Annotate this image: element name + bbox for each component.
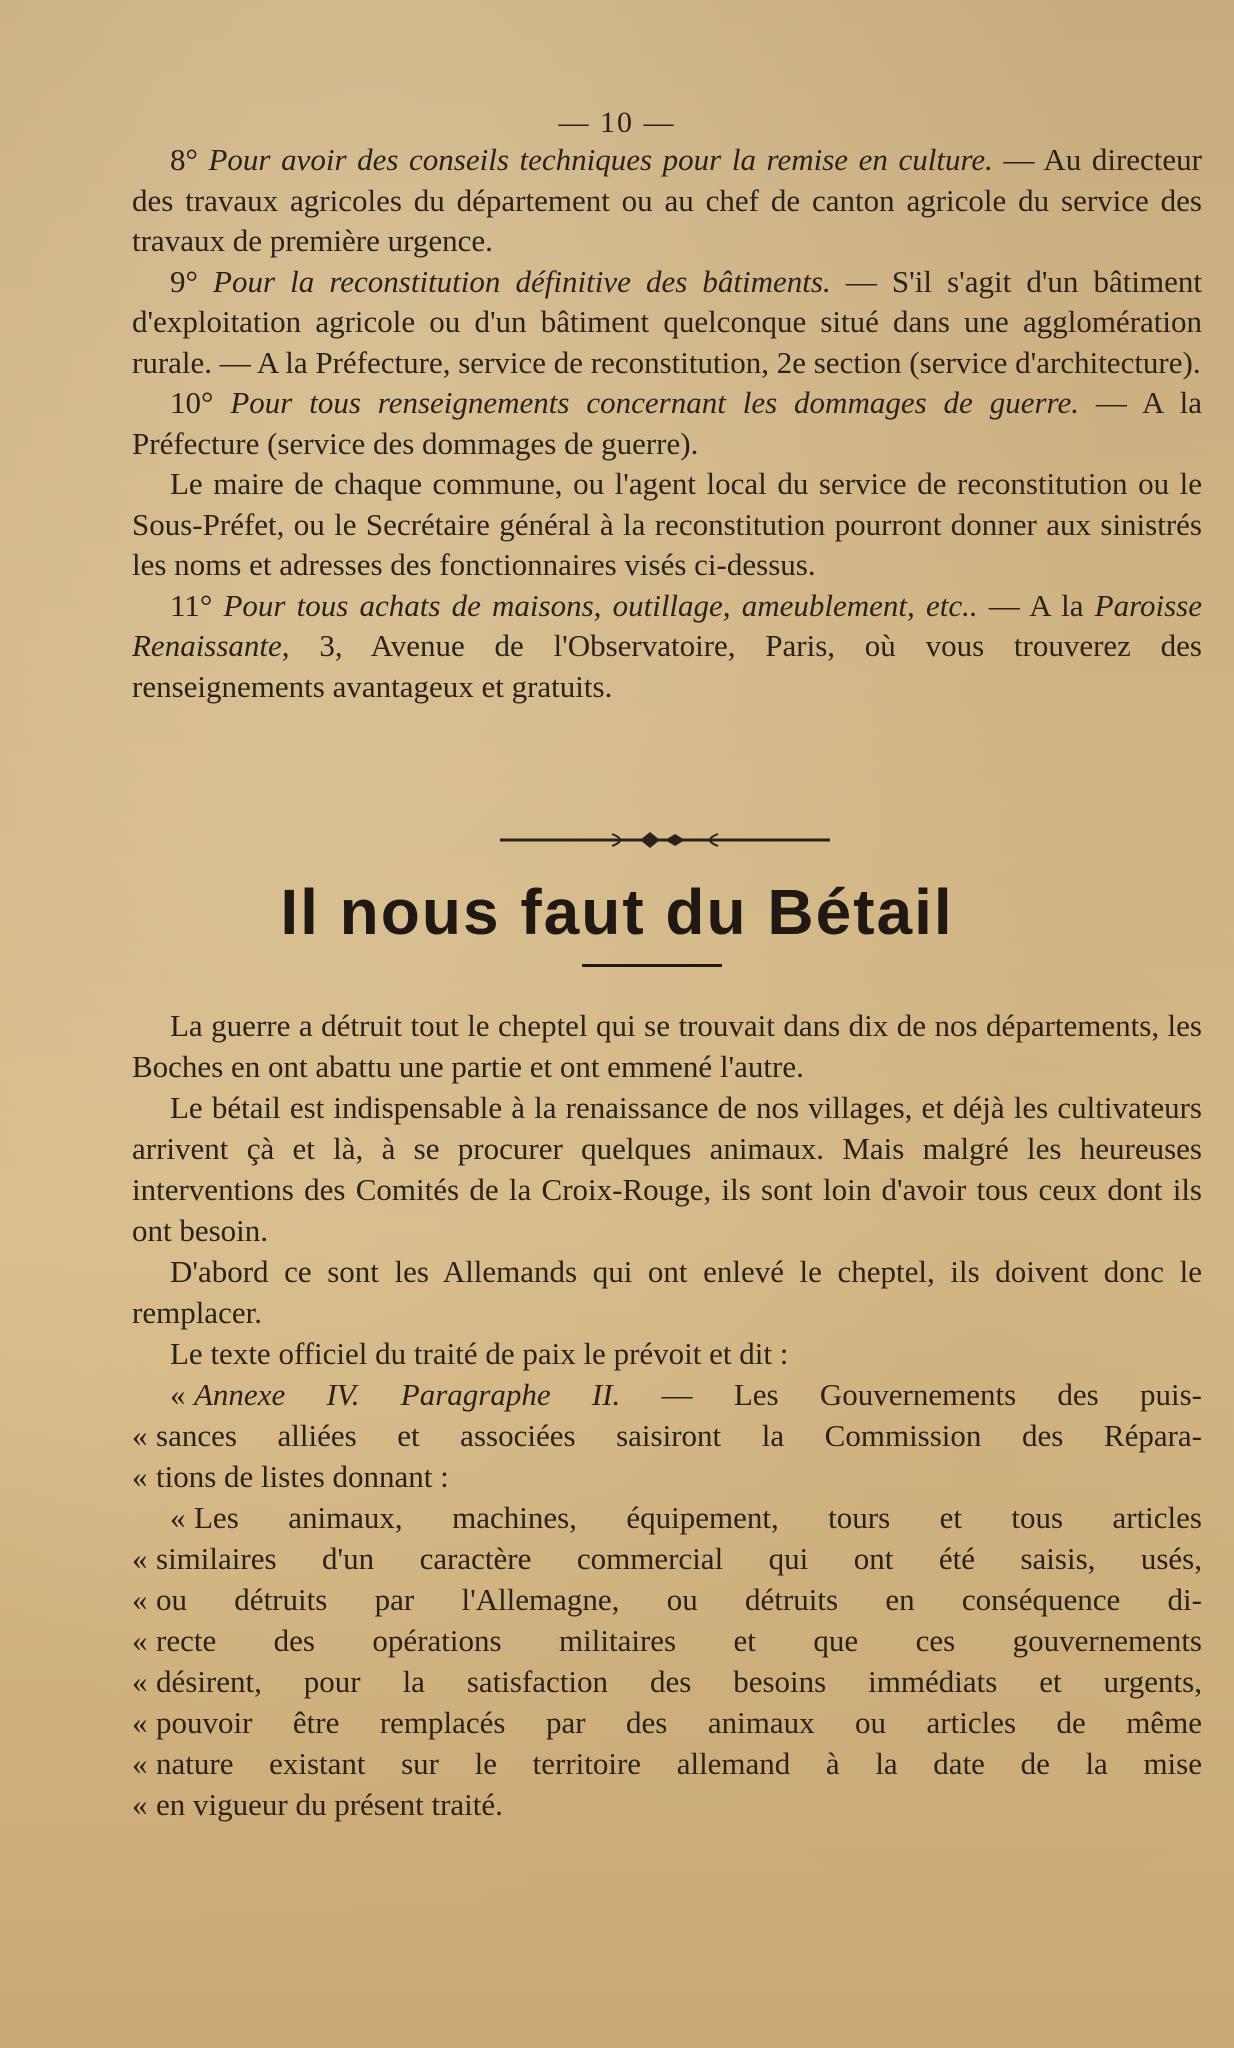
quote-line [132, 1743, 1202, 1784]
quote-line [132, 1784, 1202, 1825]
quote-text: en vigueur du présent traité. [156, 1787, 503, 1822]
quote-mark: « [132, 1705, 148, 1740]
item-8-body: — Au directeur des travaux agricoles du département ou au chef de canton agricole du service des travaux de première urgence. [132, 142, 1202, 258]
item-10-number: 10° [170, 385, 214, 420]
item-11-body-c: 3, Avenue de l'Observatoire, Paris, où vous trouverez des renseignements avantageux et gratuits. [132, 628, 1202, 704]
item-11-body-b: Paroisse Renaissante, [132, 587, 1203, 663]
quote-mark: « [132, 1746, 148, 1781]
quote-mark: « [132, 1664, 148, 1699]
quote-line [132, 1620, 1202, 1661]
item-10 [132, 383, 1202, 464]
paragraph-4: Le texte officiel du traité de paix le prévoit et dit : [170, 1336, 789, 1371]
paragraph-1: La guerre a détruit tout le cheptel qui se trouvait dans dix de nos départements, les Boches en ont abattu une partie et ont emmené l'autre. [132, 1008, 1202, 1084]
quote-text: similaires d'un caractère commercial qui ont été saisis, usés, [156, 1541, 1202, 1576]
quote-text: recte des opérations militaires et que ces gouvernements [156, 1623, 1202, 1658]
page-number: — 10 — [558, 106, 676, 139]
quote-mark: « [170, 1377, 186, 1412]
item-8 [132, 140, 1202, 262]
quote-text: tions de listes donnant : [156, 1459, 449, 1494]
quote-line [132, 1415, 1202, 1456]
item-9-number: 9° [170, 263, 198, 299]
item-11 [132, 586, 1202, 708]
quote-mark: « [170, 1500, 186, 1535]
quote-reference-text: — Les Gouvernements des puis- [661, 1377, 1202, 1412]
info-list-section [132, 140, 1202, 707]
quote-line [132, 1497, 1202, 1538]
quote-line [132, 1374, 1202, 1415]
quote-text: Les animaux, machines, équipement, tours et tous articles [194, 1500, 1202, 1535]
item-9 [132, 262, 1202, 384]
quote-line [132, 1579, 1202, 1620]
quote-mark: « [132, 1623, 148, 1658]
quote-text: sances alliées et associées saisiront la Commission des Répara- [156, 1418, 1202, 1453]
item-11-body-a: — A la [988, 587, 1084, 623]
quote-line [132, 1456, 1202, 1497]
item-8-title: Pour avoir des conseils techniques pour la remise en culture. [208, 142, 993, 177]
item-11-title: Pour tous achats de maisons, outillage, ameublement, etc.. [223, 587, 978, 623]
quote-reference: Annexe IV. Paragraphe II. [194, 1377, 621, 1412]
item-8-number: 8° [170, 142, 198, 177]
item-10-title: Pour tous renseignements concernant les dommages de guerre. [230, 385, 1079, 420]
section-heading: Il nous faut du Bétail [280, 876, 954, 948]
quote-mark: « [132, 1787, 148, 1822]
item-11-number: 11° [170, 587, 213, 623]
quote-text: désirent, pour la satisfaction des besoins immédiats et urgents, [156, 1664, 1202, 1699]
quote-line [132, 1538, 1202, 1579]
quote-text: pouvoir être remplacés par des animaux ou articles de même [156, 1705, 1202, 1740]
item-9-body: — S'il s'agit d'un bâtiment d'exploitation agricole ou d'un bâtiment quelconque situé dans une agglomération rurale. — A la Préfecture, service de reconstitution, 2e section (service d'architecture). [132, 263, 1202, 380]
item-9-title: Pour la reconstitution définitive des bâtiments. [213, 263, 831, 299]
quote-text: nature existant sur le territoire allemand à la date de la mise [156, 1746, 1202, 1781]
quote-line [132, 1702, 1202, 1743]
item-10-body: — A la Préfecture (service des dommages de guerre). [132, 385, 1203, 461]
paragraph-2: Le bétail est indispensable à la renaissance de nos villages, et déjà les cultivateurs arrivent çà et là, à se procurer quelques animaux. Mais malgré les heureuses interventions des Comités de la Croix-Rouge, ils sont loin d'avoir tous ceux dont ils ont besoin. [132, 1090, 1202, 1248]
quote-mark: « [132, 1582, 148, 1617]
treaty-quote [132, 1374, 1202, 1825]
ornament-divider [500, 820, 830, 860]
quote-text: ou détruits par l'Allemagne, ou détruits en conséquence di- [156, 1582, 1202, 1617]
quote-mark: « [132, 1459, 148, 1494]
betail-section [132, 1005, 1202, 1825]
paragraph-3: D'abord ce sont les Allemands qui ont enlevé le cheptel, ils doivent donc le remplacer. [132, 1254, 1202, 1330]
quote-mark: « [132, 1418, 148, 1453]
quote-line [132, 1661, 1202, 1702]
quote-mark: « [132, 1541, 148, 1576]
heading-underline [582, 964, 722, 967]
paragraph-maire: Le maire de chaque commune, ou l'agent local du service de reconstitution ou le Sous-Préfet, ou le Secrétaire général à la reconstitution pourront donner aux sinistrés les noms et adresses des fonctionnaires visés ci-dessus. [132, 466, 1202, 582]
